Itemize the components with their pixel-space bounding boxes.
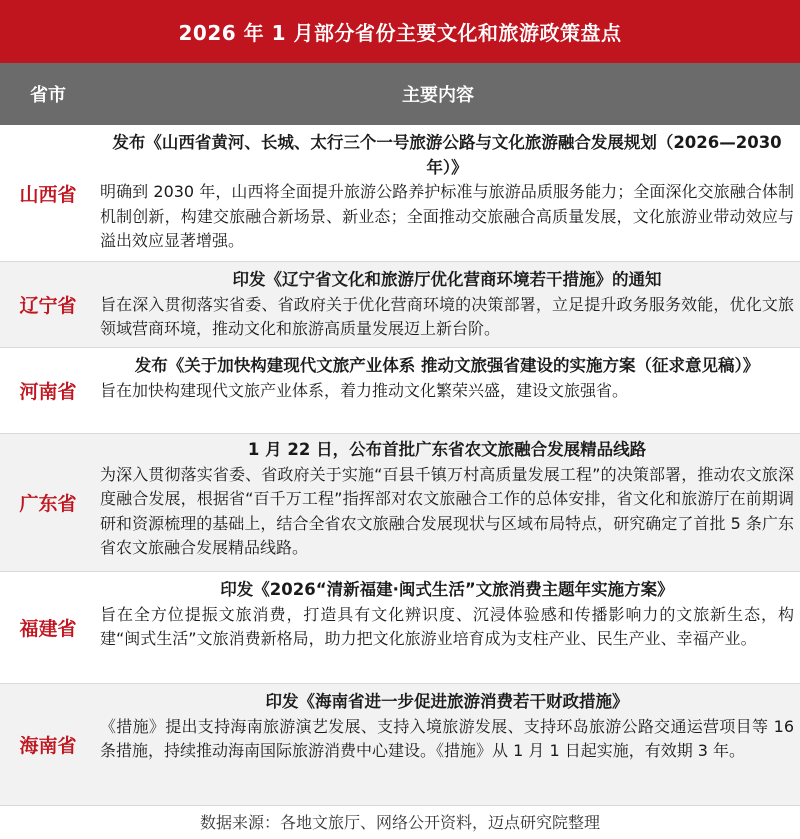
- data-source-note: 数据来源：各地文旅厅、网络公开资料，迈点研究院整理: [199, 813, 600, 832]
- policy-body: 旨在深入贯彻落实省委、省政府关于优化营商环境的决策部署，立足提升政务服务效能，优化文旅领域营商环境，推动文化和旅游高质量发展迈上新台阶。: [100, 294, 794, 339]
- header-province: 省市: [30, 85, 66, 106]
- policy-title: 印发《海南省进一步促进旅游消费若干财政措施》: [265, 692, 629, 711]
- province-cell: 海南省: [19, 735, 77, 757]
- policy-body: 旨在全方位提振文旅消费，打造具有文化辨识度、沉浸体验感和传播影响力的文旅新生态，构建“闽式生活”文旅消费新格局，助力把文化旅游业培育成为支柱产业、民生产业、幸福产业。: [100, 604, 794, 649]
- policy-body: 旨在加快构建现代文旅产业体系，着力推动文化繁荣兴盛，建设文旅强省。: [100, 380, 629, 400]
- table-row: [0, 572, 800, 684]
- policy-body: 《措施》提出支持海南旅游演艺发展、支持入境旅游发展、支持环岛旅游公路交通运营项目等 16 条措施，持续推动海南国际旅游消费中心建设。《措施》从 1 月 1 日起实施，有效期 3 年。: [100, 716, 794, 761]
- content-cell: [96, 434, 800, 571]
- table-row: [0, 125, 800, 262]
- table-row: [0, 434, 800, 572]
- policy-title: 印发《2026“清新福建·闽式生活”文旅消费主题年实施方案》: [220, 580, 674, 599]
- policy-body: 为深入贯彻落实省委、省政府关于实施“百县千镇万村高质量发展工程”的决策部署，推动农文旅深度融合发展，根据省“百千万工程”指挥部对农文旅融合工作的总体安排，省文化和旅游厅在前期调研和资源梳理的基础上，结合全省农文旅融合发展现状与区域布局特点，研究确定了首批 5 条广东省农文旅融合发展精品线路。: [100, 464, 794, 558]
- policy-title: 发布《关于加快构建现代文旅产业体系 推动文旅强省建设的实施方案（征求意见稿）》: [134, 356, 760, 375]
- content-cell: [96, 262, 800, 347]
- content-cell: [96, 684, 800, 805]
- page-title: 2026 年 1 月部分省份主要文化和旅游政策盘点: [0, 0, 800, 63]
- table-row: [0, 262, 800, 348]
- policy-table: [0, 125, 800, 806]
- province-cell: 福建省: [19, 618, 77, 640]
- policy-title: 印发《辽宁省文化和旅游厅优化营商环境若干措施》的通知: [232, 270, 662, 289]
- province-cell: 广东省: [19, 493, 77, 515]
- province-cell: 山西省: [19, 183, 77, 206]
- header-content: 主要内容: [402, 85, 474, 106]
- content-cell: [96, 125, 800, 261]
- province-cell: 辽宁省: [19, 295, 77, 317]
- table-row: [0, 348, 800, 434]
- policy-title: 1 月 22 日，公布首批广东省农文旅融合发展精品线路: [247, 440, 647, 459]
- content-cell: [96, 348, 800, 433]
- province-cell: 河南省: [19, 381, 77, 403]
- content-cell: [96, 572, 800, 683]
- policy-title: 发布《山西省黄河、长城、太行三个一号旅游公路与文化旅游融合发展规划（2026—2030 年）》: [112, 133, 782, 177]
- table-header: [0, 63, 800, 125]
- table-row: [0, 684, 800, 806]
- policy-body: 明确到 2030 年，山西将全面提升旅游公路养护标准与旅游品质服务能力；全面深化交旅融合体制机制创新，构建交旅融合新场景、新业态；全面推动交旅融合高质量发展，文化旅游业带动效应与溢出效应显著增强。: [100, 182, 794, 251]
